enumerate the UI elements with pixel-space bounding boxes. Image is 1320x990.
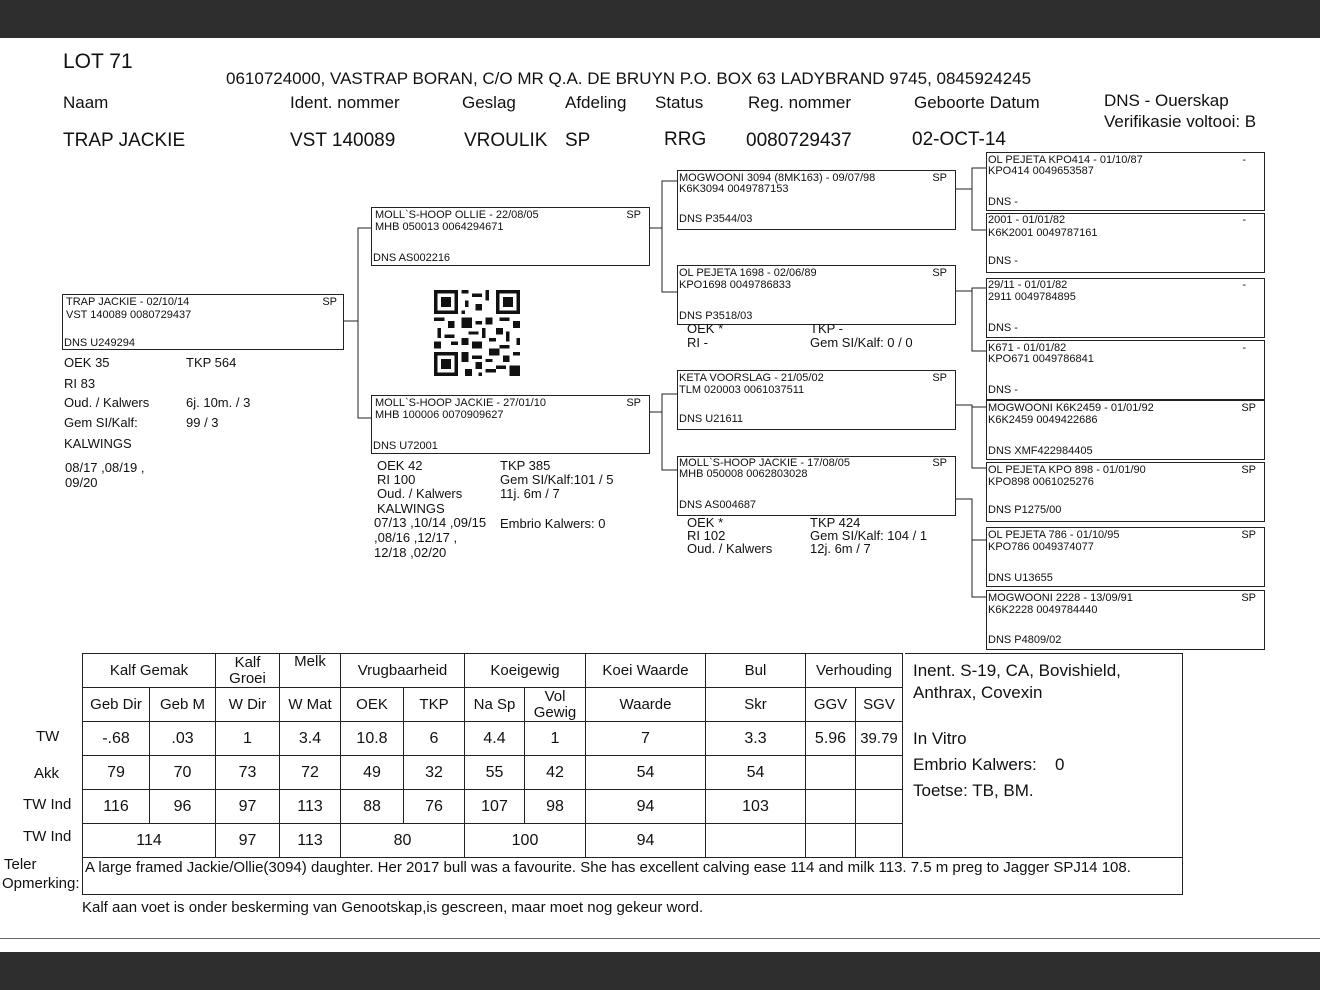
embrio-label: Embrio Kalwers: [913,755,1037,774]
embrio-value: 0 [1055,755,1065,774]
gp2-title: OL PEJETA 1698 - 02/06/89 [679,267,817,279]
sire-pedigree-box [371,207,650,266]
ggp5-sp: SP [1241,402,1256,414]
table-cell: 6 [404,722,465,756]
ggp4-ids: KPO671 0049786841 [988,353,1094,365]
ggp3-ids: 2911 0049784895 [988,291,1076,303]
ggp-box-7 [986,527,1265,587]
ggp-box-1 [986,152,1265,211]
sub-w-mat: W Mat [280,688,341,722]
table-cell: 5.96 [806,722,856,756]
dam-kalwings-1: 07/13 ,10/14 ,09/15 [374,515,487,530]
ggp-box-3 [986,278,1265,338]
ggp4-dns: DNS - [988,384,1018,396]
table-cell: 3.4 [280,722,341,756]
subject-kalwings-2: 09/20 [65,475,98,490]
table-cell: 42 [525,756,586,790]
gp4-dns: DNS AS004687 [679,499,757,511]
subject-box-sp: SP [322,296,337,308]
table-cell: 55 [465,756,525,790]
table-cell: 54 [586,756,706,790]
table-row-twind [83,790,903,824]
sub-w-dir: W Dir [216,688,280,722]
gp1-ids: K6K3094 0049787153 [679,183,789,195]
table-row-akk [83,756,903,790]
table-cell: 94 [586,790,706,824]
table-cell [806,756,856,790]
gp1-sp: SP [932,172,947,184]
table-cell: .03 [150,722,216,756]
label-geboorte: Geboorte Datum [914,93,1040,112]
table-row-twind-combined [83,824,903,858]
gp1-title: MOGWOONI 3094 (8MK163) - 09/07/98 [679,172,876,184]
subject-ri: RI 83 [64,376,96,391]
gp4-title: MOLL`S-HOOP JACKIE - 17/08/05 [679,457,850,469]
row-label-akk: Akk [34,765,60,782]
table-cell: 96 [150,790,216,824]
sub-tkp: TKP [404,688,465,722]
sub-geb-m: Geb M [150,688,216,722]
gp2-ids: KPO1698 0049786833 [679,279,791,291]
gp1-dns: DNS P3544/03 [679,213,753,225]
dam-kalwings-3: 12/18 ,02/20 [374,545,447,560]
table-cell [856,790,903,824]
sub-vol-gewig: Vol Gewig [525,688,586,722]
group-vrugbaarheid: Vrugbaarheid [341,654,465,688]
grandsire-maternal-box [677,370,956,430]
ggp8-title: MOGWOONI 2228 - 13/09/91 [988,592,1133,604]
table-cell [806,824,856,858]
gp4-oud-label: Oud. / Kalwers [687,541,773,556]
subject-oud-label: Oud. / Kalwers [64,395,150,410]
tests-line: Toetse: TB, BM. [913,781,1034,800]
animal-birthdate: 02-OCT-14 [912,129,1006,150]
gp4-ri: RI 102 [687,528,726,543]
dam-oud-value: 11j. 6m / 7 [500,486,560,501]
sire-box-ids: MHB 050013 0064294671 [375,221,504,233]
sub-sgv: SGV [856,688,903,722]
gp2-oek: OEK * [687,321,724,336]
table-cell: 10.8 [341,722,404,756]
dam-kalwings-2: ,08/16 ,12/17 , [374,530,458,545]
gp4-oek: OEK * [687,515,724,530]
subject-gem-label: Gem SI/Kalf: [64,415,138,430]
ggp-box-2 [986,213,1265,273]
ggp6-sp: SP [1241,464,1256,476]
table-cell: 79 [83,756,150,790]
ggp4-title: K671 - 01/01/82 [988,342,1067,354]
gp2-tkp: TKP - [810,321,843,336]
breeder-remark-box [82,857,1183,895]
group-verhouding: Verhouding [806,654,903,688]
group-bul: Bul [706,654,806,688]
table-cell: 3.3 [706,722,806,756]
label-ident: Ident. nommer [290,93,400,112]
row-label-tw: TW [36,728,60,745]
animal-reg: 0080729437 [746,130,852,151]
table-cell: 76 [404,790,465,824]
table-row-tw [83,722,903,756]
dam-kalwings-label: KALWINGS [377,501,445,516]
table-cell: 54 [706,756,806,790]
table-cell: 73 [216,756,280,790]
table-cell: 114 [83,824,216,858]
grandsire-paternal-box [677,170,956,230]
subject-box-dns: DNS U249294 [64,337,135,349]
table-cell: 98 [525,790,586,824]
dam-box-dns: DNS U72001 [373,440,438,452]
ggp8-sp: SP [1241,592,1256,604]
ggp3-dns: DNS - [988,322,1018,334]
gp3-dns: DNS U21611 [679,413,743,425]
in-vitro-label: In Vitro [913,729,967,748]
row-label-twind-2: TW Ind [23,828,72,845]
row-label-twind: TW Ind [23,796,72,813]
gp3-title: KETA VOORSLAG - 21/05/02 [679,372,824,384]
ggp1-sp: - [1242,154,1246,166]
ggp6-title: OL PEJETA KPO 898 - 01/01/90 [988,464,1146,476]
ggp-box-6 [986,462,1265,522]
gp4-tkp: TKP 424 [810,515,861,530]
label-naam: Naam [63,93,109,112]
ggp6-dns: DNS P1275/00 [988,504,1062,516]
subject-box-title: TRAP JACKIE - 02/10/14 [66,296,190,308]
ggp1-ids: KPO414 0049653587 [988,165,1094,177]
table-cell: 116 [83,790,150,824]
gp2-dns: DNS P3518/03 [679,310,753,322]
ggp8-ids: K6K2228 0049784440 [988,604,1098,616]
subject-oud-value: 6j. 10m. / 3 [186,395,251,410]
dam-tkp: TKP 385 [500,458,551,473]
remark-label-teler: Teler [4,856,37,873]
gp2-ri: RI - [687,335,708,350]
subject-kalwings-1: 08/17 ,08/19 , [65,460,145,475]
ggp4-sp: - [1242,342,1246,354]
notes-box [905,653,1183,858]
dam-box-ids: MHB 100006 0070909627 [375,409,504,421]
dns-label: DNS - Ouerskap [1104,91,1229,110]
group-kalf-groei: Kalf Groei [216,654,280,688]
sire-box-sp: SP [626,209,641,221]
qr-code-image [432,290,522,376]
ggp1-title: OL PEJETA KPO414 - 01/10/87 [988,154,1143,166]
subject-tkp: TKP 564 [186,355,237,370]
bottom-bar [0,952,1320,990]
table-cell: 1 [525,722,586,756]
subject-box-ids: VST 140089 0080729437 [66,309,192,321]
ggp3-title: 29/11 - 01/01/82 [988,279,1068,291]
table-cell [706,824,806,858]
table-cell: 80 [341,824,465,858]
ggp2-ids: K6K2001 0049787161 [988,227,1098,239]
breeder-remark-text: A large framed Jackie/Ollie(3094) daughter. Her 2017 bull was a favourite. She has excellent calving ease 114 and milk 113. 7.5 m preg to Jagger SPJ14 108. [85,859,1131,876]
table-cell: 39.79 [856,722,903,756]
sire-box-dns: DNS AS002216 [373,252,451,264]
sub-geb-dir: Geb Dir [83,688,150,722]
table-cell: 88 [341,790,404,824]
dam-embrio: Embrio Kalwers: 0 [500,516,606,531]
ggp5-ids: K6K2459 0049422686 [988,414,1098,426]
ggp7-sp: SP [1241,529,1256,541]
table-cell: 32 [404,756,465,790]
ggp1-dns: DNS - [988,196,1018,208]
table-cell: 7 [586,722,706,756]
ggp-box-5 [986,400,1265,460]
label-afdeling: Afdeling [565,93,627,112]
table-cell: 97 [216,790,280,824]
animal-division: SP [565,130,591,151]
granddam-maternal-box [677,456,956,516]
divider [0,938,1320,939]
label-reg: Reg. nommer [748,93,851,112]
ggp6-ids: KPO898 0061025276 [988,476,1094,488]
gp4-sp: SP [932,457,947,469]
sub-oek: OEK [341,688,404,722]
ggp7-dns: DNS U13655 [988,572,1053,584]
ggp-box-8 [986,590,1265,650]
animal-status: RRG [664,129,707,150]
table-cell [856,756,903,790]
sub-na-sp: Na Sp [465,688,525,722]
footer-note: Kalf aan voet is onder beskerming van Genootskap,is gescreen, maar moet nog gekeur word. [82,899,704,916]
table-sub-row [83,688,903,722]
group-koeigewig: Koeigewig [465,654,586,688]
table-cell: -.68 [83,722,150,756]
table-cell: 97 [216,824,280,858]
owner-line: 0610724000, VASTRAP BORAN, C/O MR Q.A. DE BRUYN P.O. BOX 63 LADYBRAND 9745, 0845924245 [226,69,1032,88]
table-cell: 107 [465,790,525,824]
table-cell: 49 [341,756,404,790]
animal-name: TRAP JACKIE [63,130,186,151]
ggp5-dns: DNS XMF422984405 [988,445,1093,457]
dns-verification: Verifikasie voltooi: B [1104,112,1257,131]
lot-number: LOT 71 [63,50,133,73]
vaccination-line-2: Anthrax, Covexin [913,683,1043,702]
sub-waarde: Waarde [586,688,706,722]
sub-skr: Skr [706,688,806,722]
dam-oek: OEK 42 [377,458,423,473]
group-koei-waarde: Koei Waarde [586,654,706,688]
table-cell: 100 [465,824,586,858]
subject-kalwings-label: KALWINGS [64,436,132,451]
ggp2-sp: - [1242,214,1246,226]
sub-ggv: GGV [806,688,856,722]
gp4-oud-value: 12j. 6m / 7 [810,541,871,556]
dam-box-title: MOLL`S-HOOP JACKIE - 27/01/10 [375,397,546,409]
vaccination-line-1: Inent. S-19, CA, Bovishield, [913,661,1121,680]
ggp-box-4 [986,340,1265,400]
ggp2-dns: DNS - [988,255,1018,267]
table-cell: 1 [216,722,280,756]
dam-box-sp: SP [626,397,641,409]
table-cell: 103 [706,790,806,824]
gp4-gem: Gem SI/Kalf: 104 / 1 [810,528,928,543]
dam-ri: RI 100 [377,472,416,487]
table-group-row [83,654,903,688]
gp2-sp: SP [932,267,947,279]
table-cell: 94 [586,824,706,858]
dam-pedigree-box [371,395,650,454]
table-cell: 4.4 [465,722,525,756]
group-kalf-gemak: Kalf Gemak [83,654,216,688]
subject-pedigree-box [62,294,344,350]
label-geslag: Geslag [462,93,516,112]
table-cell: 113 [280,824,341,858]
performance-table [82,653,903,858]
ggp7-title: OL PEJETA 786 - 01/10/95 [988,529,1120,541]
gp3-ids: TLM 020003 0061037511 [679,384,805,396]
gp2-gem: Gem SI/Kalf: 0 / 0 [810,335,913,350]
sire-box-title: MOLL`S-HOOP OLLIE - 22/08/05 [375,209,539,221]
remark-label-opmerking: Opmerking: [2,875,80,892]
granddam-paternal-box [677,265,956,325]
ggp3-sp: - [1242,279,1246,291]
subject-gem-value: 99 / 3 [186,415,219,430]
table-cell [806,790,856,824]
ggp2-title: 2001 - 01/01/82 [988,214,1066,226]
ggp7-ids: KPO786 0049374077 [988,541,1094,553]
subject-oek: OEK 35 [64,355,110,370]
gp4-ids: MHB 050008 0062803028 [679,468,808,480]
dam-gem: Gem SI/Kalf:101 / 5 [500,472,614,487]
ggp8-dns: DNS P4809/02 [988,634,1062,646]
group-melk: Melk [280,654,341,688]
label-status: Status [655,93,704,112]
table-cell [856,824,903,858]
table-cell: 70 [150,756,216,790]
animal-ident: VST 140089 [290,130,396,151]
table-cell: 72 [280,756,341,790]
ggp5-title: MOGWOONI K6K2459 - 01/01/92 [988,402,1154,414]
table-cell: 113 [280,790,341,824]
animal-sex: VROULIK [464,130,548,151]
dam-oud-label: Oud. / Kalwers [377,486,463,501]
gp3-sp: SP [932,372,947,384]
